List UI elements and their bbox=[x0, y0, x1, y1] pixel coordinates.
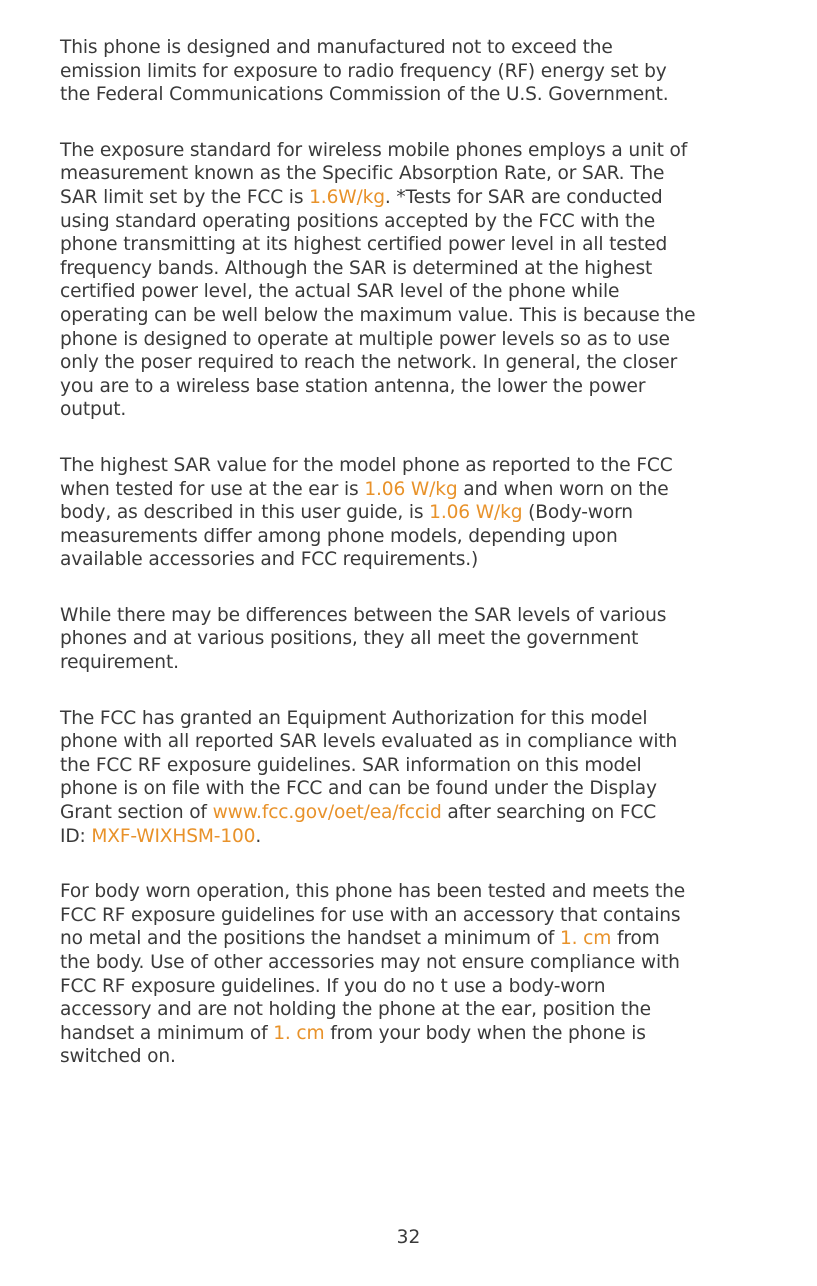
text-line bbox=[60, 730, 782, 754]
text-line bbox=[60, 375, 782, 399]
text-segment: This phone is designed and manufactured not to exceed the bbox=[60, 37, 613, 58]
text-segment: handset a minimum of bbox=[60, 1022, 274, 1044]
text-segment: measurements differ among phone models, depending upon bbox=[60, 525, 618, 547]
text-segment: SAR limit set by the FCC is bbox=[60, 186, 310, 208]
text-segment: the Federal Communications Commission of the U.S. Government. bbox=[60, 84, 669, 106]
text-line bbox=[60, 139, 782, 163]
text-line bbox=[60, 60, 782, 84]
text-segment: after searching on FCC bbox=[441, 802, 657, 824]
text-segment: . *Tests for SAR are conducted bbox=[384, 186, 663, 208]
text-line bbox=[60, 233, 782, 257]
highlighted-value: www.fcc.gov/oet/ea/fccid bbox=[212, 802, 442, 824]
text-line bbox=[60, 904, 782, 928]
text-line bbox=[60, 1045, 782, 1069]
highlighted-value: 1. cm bbox=[273, 1022, 325, 1044]
text-line bbox=[60, 257, 782, 281]
text-line bbox=[60, 210, 782, 234]
text-segment: no metal and the positions the handset a minimum of bbox=[60, 928, 560, 950]
text-segment: FCC RF exposure guidelines for use with an accessory that contains bbox=[60, 904, 681, 926]
text-line bbox=[60, 478, 782, 502]
text-line bbox=[60, 525, 782, 549]
paragraph bbox=[60, 139, 782, 422]
text-line bbox=[60, 83, 782, 107]
text-line bbox=[60, 975, 782, 999]
text-line bbox=[60, 627, 782, 651]
text-segment: phone is on file with the FCC and can be found under the Display bbox=[60, 778, 657, 800]
text-line bbox=[60, 951, 782, 975]
text-segment: (Body-worn bbox=[522, 502, 633, 524]
text-line bbox=[60, 651, 782, 675]
text-line bbox=[60, 304, 782, 328]
text-segment: when tested for use at the ear is bbox=[60, 478, 365, 500]
text-segment: phone transmitting at its highest certified power level in all tested bbox=[60, 234, 668, 256]
text-segment: frequency bands. Although the SAR is determined at the highest bbox=[60, 257, 653, 279]
text-line bbox=[60, 707, 782, 731]
text-segment: . bbox=[255, 825, 262, 847]
text-segment: and when worn on the bbox=[457, 478, 669, 500]
text-segment: requirement. bbox=[60, 652, 179, 674]
text-segment: accessory and are not holding the phone at the ear, position the bbox=[60, 999, 651, 1021]
text-line bbox=[60, 927, 782, 951]
highlighted-value: MXF-WIXHSM-100 bbox=[91, 825, 256, 847]
text-line bbox=[60, 777, 782, 801]
text-segment: operating can be well below the maximum value. This is because the bbox=[60, 304, 696, 326]
text-line bbox=[60, 351, 782, 375]
text-segment: output. bbox=[60, 399, 127, 421]
text-line bbox=[60, 36, 782, 60]
text-line bbox=[60, 328, 782, 352]
text-line bbox=[60, 754, 782, 778]
text-segment: phone with all reported SAR levels evaluated as in compliance with bbox=[60, 731, 678, 753]
text-segment: you are to a wireless base station antenna, the lower the power bbox=[60, 375, 646, 397]
text-segment: certified power level, the actual SAR level of the phone while bbox=[60, 281, 620, 303]
paragraph bbox=[60, 36, 782, 107]
page-body bbox=[60, 36, 782, 1101]
text-line bbox=[60, 880, 782, 904]
text-segment: While there may be differences between the SAR levels of various bbox=[60, 604, 667, 626]
text-line bbox=[60, 501, 782, 525]
text-segment: using standard operating positions accepted by the FCC with the bbox=[60, 210, 656, 232]
text-line bbox=[60, 998, 782, 1022]
text-line bbox=[60, 186, 782, 210]
paragraph bbox=[60, 454, 782, 572]
text-segment: emission limits for exposure to radio frequency (RF) energy set by bbox=[60, 60, 667, 82]
text-line bbox=[60, 454, 782, 478]
paragraph bbox=[60, 604, 782, 675]
text-segment: body, as described in this user guide, is bbox=[60, 502, 430, 524]
text-line bbox=[60, 825, 782, 849]
text-segment: switched on. bbox=[60, 1046, 176, 1068]
text-segment: For body worn operation, this phone has been tested and meets the bbox=[60, 881, 686, 903]
text-line bbox=[60, 548, 782, 572]
text-segment: The highest SAR value for the model phone as reported to the FCC bbox=[60, 454, 673, 476]
text-line bbox=[60, 1022, 782, 1046]
text-segment: measurement known as the Specific Absorption Rate, or SAR. The bbox=[60, 163, 665, 185]
text-line bbox=[60, 162, 782, 186]
text-line bbox=[60, 801, 782, 825]
text-segment: available accessories and FCC requirements.) bbox=[60, 549, 479, 571]
text-segment: from bbox=[611, 928, 660, 950]
text-segment: the body. Use of other accessories may not ensure compliance with bbox=[60, 952, 680, 973]
text-segment: FCC RF exposure guidelines. If you do no t use a body-worn bbox=[60, 975, 606, 997]
highlighted-value: 1.06 W/kg bbox=[364, 478, 458, 500]
paragraph bbox=[60, 707, 782, 849]
text-line bbox=[60, 398, 782, 422]
text-segment: The FCC has granted an Equipment Authorization for this model bbox=[60, 707, 648, 729]
text-segment: ID: bbox=[60, 825, 92, 847]
text-segment: phone is designed to operate at multiple power levels so as to use bbox=[60, 328, 670, 350]
text-segment: from your body when the phone is bbox=[324, 1022, 646, 1044]
text-segment: The exposure standard for wireless mobile phones employs a unit of bbox=[60, 139, 688, 161]
text-line bbox=[60, 604, 782, 628]
text-segment: only the poser required to reach the network. In general, the closer bbox=[60, 352, 678, 374]
text-line bbox=[60, 280, 782, 304]
highlighted-value: 1.06 W/kg bbox=[429, 502, 523, 524]
highlighted-value: 1. cm bbox=[559, 928, 612, 950]
text-segment: phones and at various positions, they all meet the government bbox=[60, 628, 639, 650]
highlighted-value: 1.6W/kg bbox=[309, 186, 385, 208]
text-segment: Grant section of bbox=[60, 802, 213, 824]
paragraph bbox=[60, 880, 782, 1069]
text-segment: the FCC RF exposure guidelines. SAR information on this model bbox=[60, 754, 642, 776]
page-number: 32 bbox=[396, 1227, 421, 1248]
